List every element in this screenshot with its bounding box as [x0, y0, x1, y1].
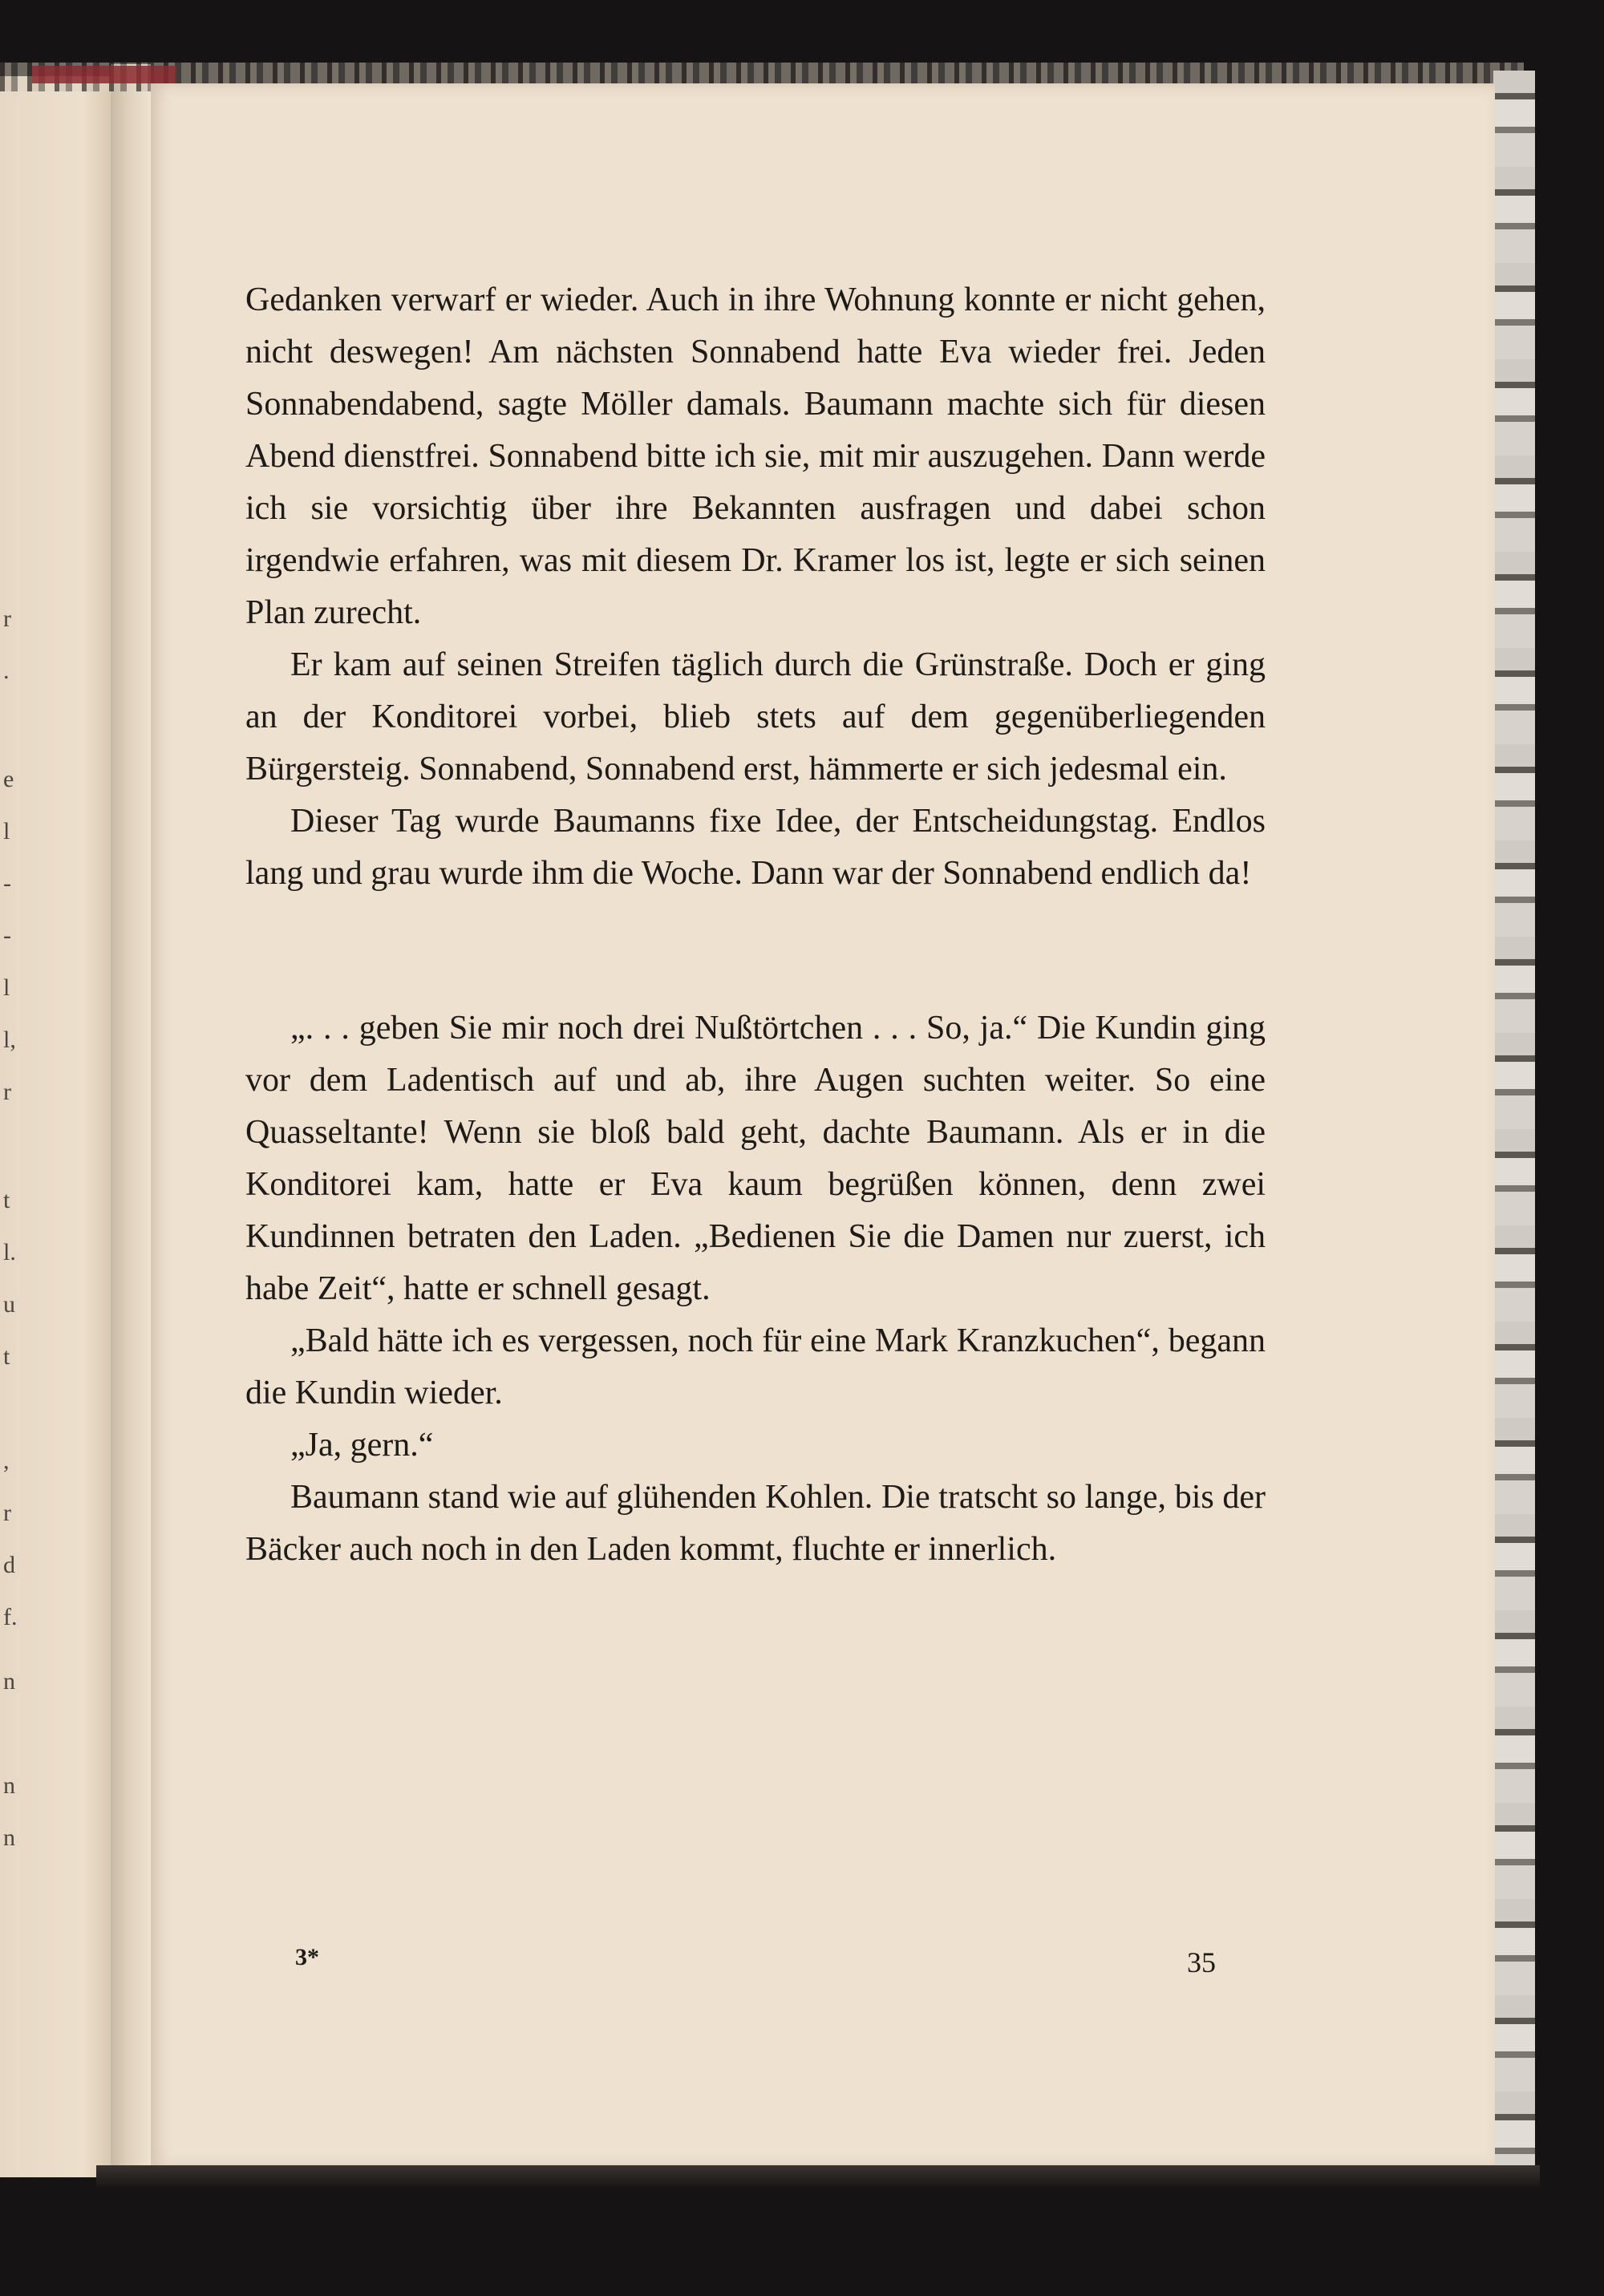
- left-page-text-fragments: [0, 76, 32, 2177]
- edge-char: f.: [3, 1604, 18, 1630]
- edge-char: -: [3, 870, 11, 897]
- paragraph: „. . . geben Sie mir noch drei Nußtörtchen . . . So, ja.“ Die Kundin ging vor dem Ladentisch auf und ab, ihre Augen suchten weiter. So eine Quasseltante! Wenn sie bloß bald geht, dachte Baumann. Als er in die Konditorei kam, hatte er Eva kaum begrüßen können, denn zwei Kundinnen betraten den Laden. „Bedienen Sie die Damen nur zuerst, ich habe Zeit“, hatte er schnell gesagt.: [245, 1010, 1266, 1307]
- edge-char: n: [3, 1668, 15, 1695]
- section-break: [245, 900, 1266, 1002]
- paragraph: Er kam auf seinen Streifen täglich durch die Grünstraße. Doch er ging an der Konditorei vorbei, blieb stets auf dem gegenüberliegenden Bürgersteig. Sonnabend, Sonnabend erst, hämmerte er sich jedesmal ein.: [245, 646, 1266, 788]
- paragraph: „Bald hätte ich es vergessen, noch für eine Mark Kranzkuchen“, begann die Kundin wieder.: [245, 1322, 1266, 1411]
- edge-char: ,: [3, 1448, 10, 1474]
- edge-char: u: [3, 1291, 15, 1318]
- paragraph: „Ja, gern.“: [290, 1427, 434, 1464]
- book-page: [151, 83, 1495, 2168]
- edge-char: n: [3, 1824, 15, 1851]
- book-gutter: [111, 64, 151, 2189]
- edge-char: .: [3, 658, 10, 684]
- edge-char: l: [3, 974, 10, 1001]
- edge-char: l: [3, 818, 10, 844]
- bottom-shadow: [96, 2165, 1540, 2189]
- marbled-page-edge: [1493, 71, 1535, 2172]
- paragraph: Gedanken verwarf er wieder. Auch in ihre Wohnung konnte er nicht gehen, nicht deswegen! Am nächsten Sonnabend hatte Eva wieder frei. Jeden Sonnabendabend, sagte Möller damals. Baumann machte sich für diesen Abend dienstfrei. Sonnabend bitte ich sie, mit mir auszugehen. Dann werde ich sie vorsichtig über ihre Bekannten ausfragen und dabei schon irgendwie erfahren, was mit diesem Dr. Kramer los ist, legte er sich seinen Plan zurecht.: [245, 281, 1266, 631]
- paragraph: Baumann stand wie auf glühenden Kohlen. Die tratscht so lange, bis der Bäcker auch noch in den Laden kommt, fluchte er innerlich.: [245, 1479, 1266, 1568]
- edge-char: r: [3, 1500, 11, 1526]
- page-number: 35: [1187, 1946, 1216, 1978]
- cover-accent: [32, 66, 176, 83]
- edge-char: r: [3, 605, 11, 632]
- edge-char: l,: [3, 1027, 16, 1053]
- paragraph: Dieser Tag wurde Baumanns fixe Idee, der Entscheidungstag. Endlos lang und grau wurde ihm die Woche. Dann war der Sonnabend endlich da!: [245, 803, 1266, 892]
- edge-char: e: [3, 766, 14, 792]
- edge-char: t: [3, 1343, 10, 1370]
- edge-char: -: [3, 922, 11, 949]
- left-page-edge: [0, 76, 111, 2177]
- body-text: [245, 274, 1266, 1576]
- edge-char: t: [3, 1187, 10, 1213]
- edge-char: l.: [3, 1239, 16, 1265]
- signature-mark: 3*: [295, 1944, 319, 1970]
- edge-char: n: [3, 1772, 15, 1799]
- edge-char: r: [3, 1079, 11, 1105]
- edge-char: d: [3, 1552, 15, 1578]
